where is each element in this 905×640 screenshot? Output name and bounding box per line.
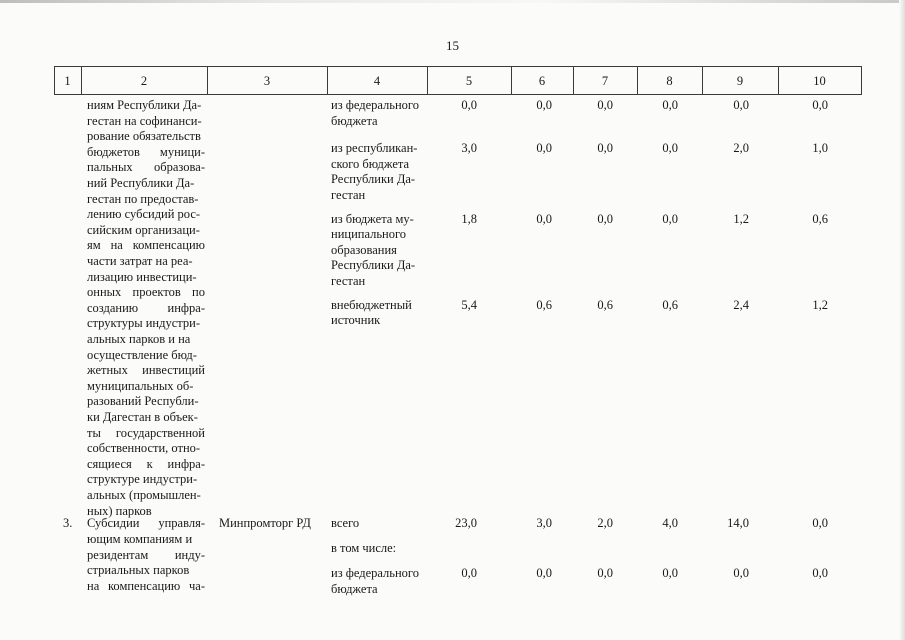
- description-line: альных (промышлен-: [87, 488, 201, 502]
- value-col-8: 0,0: [662, 141, 678, 155]
- source-label-line: Республики Да-: [331, 172, 416, 186]
- value-col-6: 0,0: [536, 212, 552, 226]
- description-line: Субсидии управля-: [87, 516, 205, 530]
- value-col-9: 0,0: [733, 98, 749, 112]
- value-col-7: 0,6: [597, 298, 613, 312]
- value-col-6: 0,0: [536, 141, 552, 155]
- source-label-line: ниципального: [331, 227, 407, 241]
- col-header-4: 4: [373, 74, 381, 88]
- row-3-executor: Минпромторг РД: [219, 516, 311, 530]
- value-col-8: 4,0: [662, 516, 678, 530]
- col-header-10: 10: [813, 74, 826, 88]
- description-line: лению субсидий рос-: [87, 207, 201, 221]
- description-line: разований Республи-: [87, 394, 199, 408]
- description-line: ям на компенсацию: [87, 238, 205, 252]
- col-header-2: 2: [140, 74, 148, 88]
- description-line: гестан по предостав-: [87, 192, 199, 206]
- description-line: резидентам инду-: [87, 548, 205, 562]
- description-line: структуре индустри-: [87, 472, 198, 486]
- source-label-line: гестан: [331, 188, 366, 202]
- value-col-10: 0,0: [812, 566, 828, 580]
- value-col-8: 0,0: [662, 212, 678, 226]
- page-number: 15: [446, 38, 459, 53]
- value-col-7: 0,0: [597, 141, 613, 155]
- value-col-5: 23,0: [455, 516, 477, 530]
- source-label-line: Республики Да-: [331, 258, 416, 272]
- source-label-line: из федерального: [331, 98, 419, 112]
- row-3-number: 3.: [63, 516, 73, 530]
- description-line: части затрат на реа-: [87, 254, 193, 268]
- value-col-8: 0,6: [662, 298, 678, 312]
- col-header-6: 6: [538, 74, 546, 88]
- value-col-10: 0,0: [812, 98, 828, 112]
- value-col-6: 0,0: [536, 566, 552, 580]
- scan-edge-right: [899, 0, 905, 640]
- description-line: ний Республики Да-: [87, 176, 195, 190]
- col-header-3: 3: [263, 74, 271, 88]
- value-col-7: 0,0: [597, 98, 613, 112]
- value-col-6: 3,0: [536, 516, 552, 530]
- description-line: ных) парков: [87, 504, 152, 518]
- description-line: гестан на софинанси-: [87, 114, 202, 128]
- source-label-line: бюджета: [331, 114, 378, 128]
- description-line: рование обязательств: [87, 129, 201, 143]
- row-3-including-label: в том числе:: [331, 541, 397, 555]
- description-line: ниям Республики Да-: [87, 98, 202, 112]
- value-col-5: 5,4: [461, 298, 477, 312]
- header-divider-11: [861, 66, 862, 95]
- value-col-9: 1,2: [733, 212, 749, 226]
- value-col-8: 0,0: [662, 566, 678, 580]
- source-label-line: гестан: [331, 274, 366, 288]
- value-col-6: 0,0: [536, 98, 552, 112]
- value-col-7: 0,0: [597, 212, 613, 226]
- description-line: бюджетов муници-: [87, 145, 205, 159]
- source-label-line: всего: [331, 516, 360, 530]
- table-top-rule: [54, 66, 862, 67]
- source-label-line: источник: [331, 313, 381, 327]
- value-col-10: 1,0: [812, 141, 828, 155]
- value-col-9: 2,0: [733, 141, 749, 155]
- source-label-line: внебюджетный: [331, 298, 412, 312]
- col-header-8: 8: [666, 74, 673, 88]
- source-label-line: из бюджета му-: [331, 212, 414, 226]
- description-line: муниципальных об-: [87, 379, 194, 393]
- col-header-9: 9: [736, 74, 744, 88]
- value-col-5: 0,0: [461, 98, 477, 112]
- col-header-1: 1: [64, 74, 71, 88]
- value-col-10: 1,2: [812, 298, 828, 312]
- description-line: онных проектов по: [87, 285, 205, 299]
- value-col-9: 14,0: [727, 516, 749, 530]
- description-line: ты государственной: [87, 426, 205, 440]
- value-col-10: 0,0: [812, 516, 828, 530]
- col-header-7: 7: [601, 74, 609, 88]
- source-label-line: бюджета: [331, 582, 378, 596]
- description-line: на компенсацию ча-: [87, 579, 205, 593]
- description-line: сийским организаци-: [87, 223, 200, 237]
- value-col-7: 0,0: [597, 566, 613, 580]
- description-line: созданию инфра-: [87, 301, 205, 315]
- value-col-7: 2,0: [597, 516, 613, 530]
- source-label-line: из республикан-: [331, 141, 418, 155]
- value-col-8: 0,0: [662, 98, 678, 112]
- description-line: пальных образова-: [87, 160, 205, 174]
- header-bottom-rule: [54, 94, 862, 95]
- description-line: ющим компаниям и: [87, 532, 193, 546]
- col-header-5: 5: [465, 74, 473, 88]
- source-label-line: образования: [331, 243, 397, 257]
- description-line: собственности, отно-: [87, 441, 201, 455]
- scan-edge-top: [0, 0, 905, 3]
- description-line: лизацию инвестици-: [87, 270, 197, 284]
- value-col-5: 1,8: [461, 212, 477, 226]
- description-line: альных парков и на: [87, 332, 191, 346]
- value-col-5: 0,0: [461, 566, 477, 580]
- description-line: сящиеся к инфра-: [87, 457, 205, 471]
- value-col-9: 2,4: [733, 298, 749, 312]
- value-col-10: 0,6: [812, 212, 828, 226]
- value-col-5: 3,0: [461, 141, 477, 155]
- description-line: ки Дагестан в объек-: [87, 410, 198, 424]
- value-col-9: 0,0: [733, 566, 749, 580]
- description-line: структуры индустри-: [87, 316, 200, 330]
- description-line: жетных инвестиций: [87, 363, 205, 377]
- description-line: осуществление бюд-: [87, 348, 197, 362]
- value-col-6: 0,6: [536, 298, 552, 312]
- source-label-line: ского бюджета: [331, 157, 410, 171]
- source-label-line: из федерального: [331, 566, 419, 580]
- description-line: стриальных парков: [87, 563, 190, 577]
